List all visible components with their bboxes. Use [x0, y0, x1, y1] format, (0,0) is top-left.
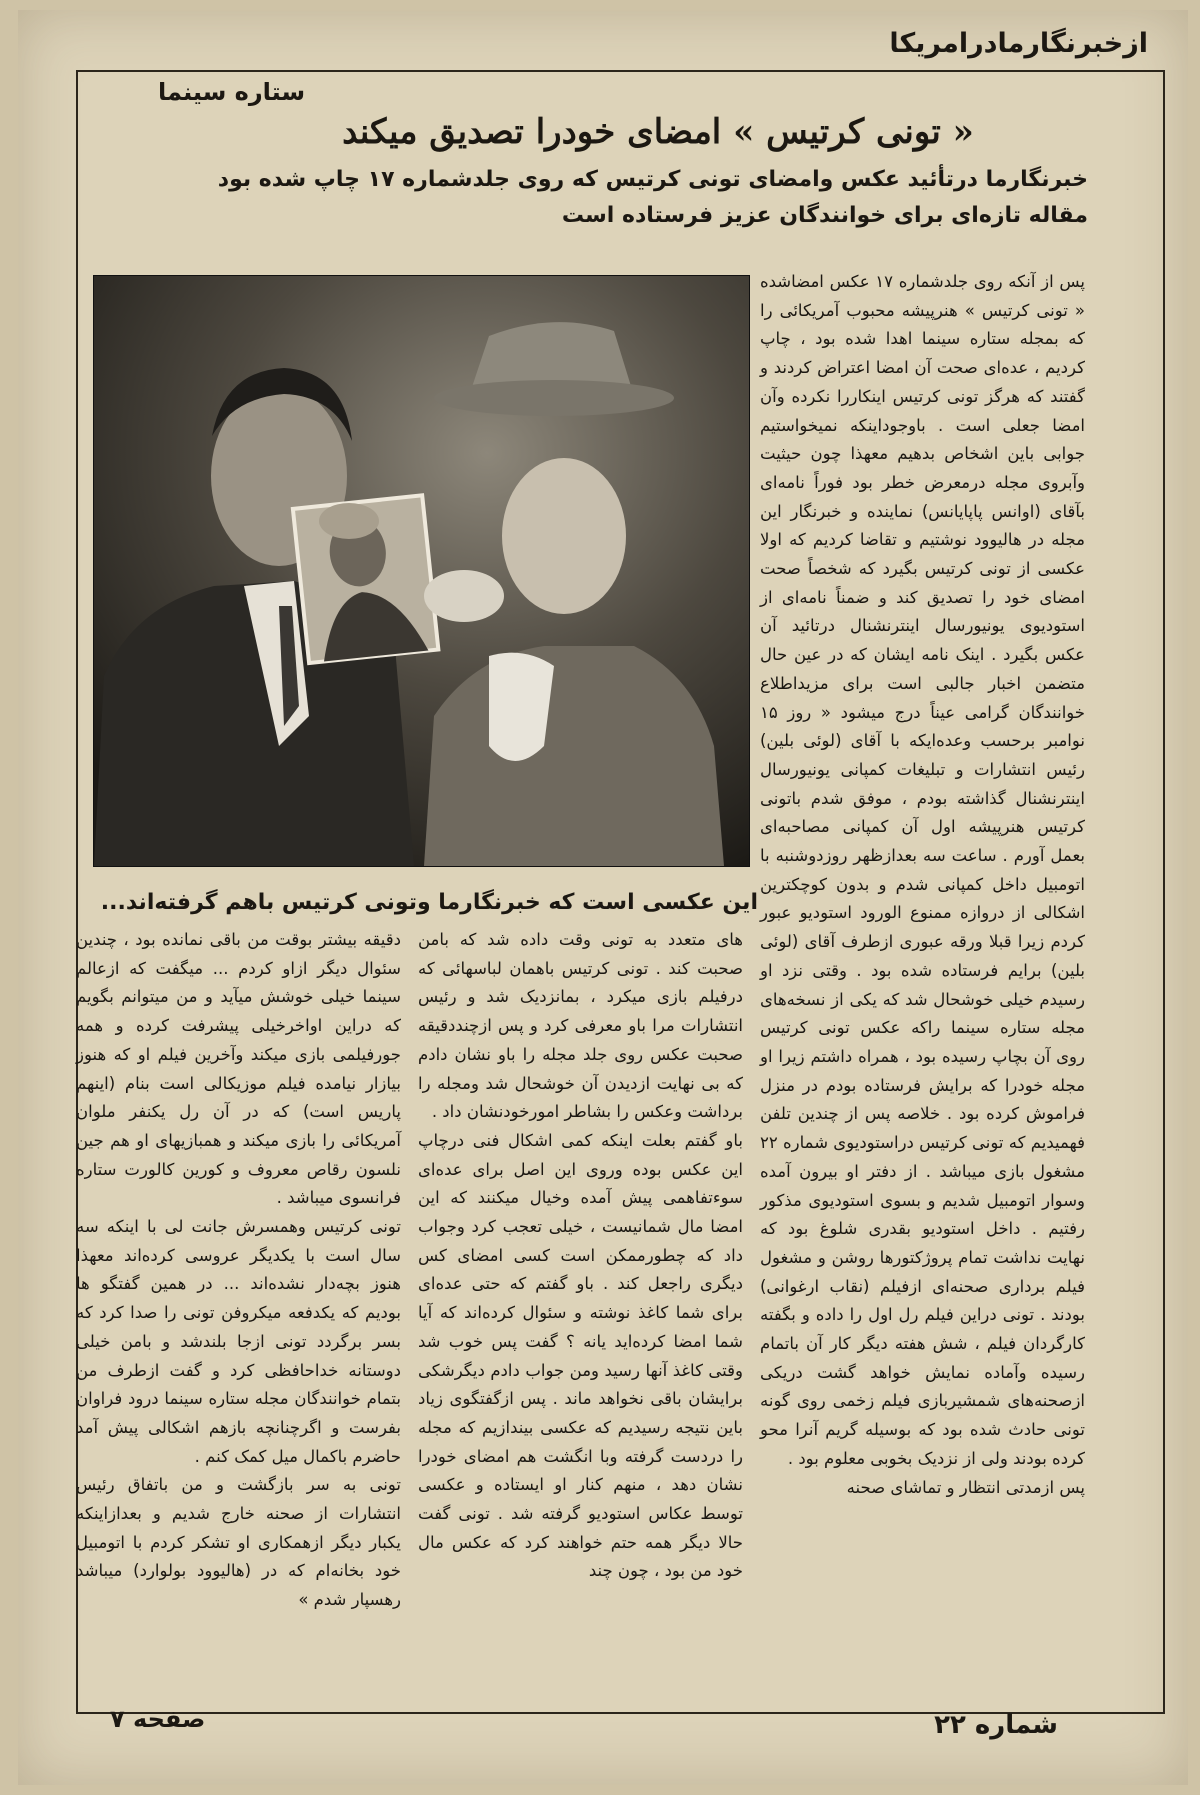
subtitle-line-1: خبرنگارما درتأئید عکس وامضای تونی کرتیس که روی جلدشماره ۱۷ چاپ شده بود	[217, 167, 1088, 192]
paragraph: تونی به سر بازگشت و من باتفاق رئیس انتشارات از صحنه خارج شدیم و بعدازاینکه یکبار دیگر ازهمکاری او تشکر کردم با اتومبیل خود بخانه‌ام که در (هالیوود بولوارد) میباشد رهسپار شدم »	[76, 1475, 401, 1610]
photo-caption: این عکسی است که خبرنگارما وتونی کرتیس باهم گرفته‌اند...	[100, 890, 758, 915]
article-column-middle	[418, 926, 743, 1586]
article-column-right	[760, 268, 1085, 1502]
article-title: « تونی کرتیس » امضای خودرا تصدیق میکند	[342, 112, 974, 152]
paragraph: پس ازمدتی انتظار و تماشای صحنه	[846, 1477, 1085, 1497]
issue-number: شماره ۲۲	[934, 1710, 1058, 1740]
magazine-page	[18, 10, 1188, 1785]
paragraph: پس از آنکه روی جلدشماره ۱۷ عکس امضاشده « تونی کرتیس » هنرپیشه محبوب آمریکائی را که بمجله ستاره سینما اهدا شده بود ، چاپ کردیم ، عده‌ای صحت آن امضا اعتراض کردند و گفتند که هرگز تونی کرتیس اینکاررا نکرده وآن امضا جعلی است . باوجوداینکه نمیخواستیم جوابی باین اشخاص بدهیم معهذا چون حیثیت وآبروی مجله درمعرض خطر بود فوراً نامه‌ای بآقای (اوانس پاپایانس) نماینده و خبرنگار این مجله در هالیوود نوشتیم و تقاضا کردیم که اولا عکسی از تونی کرتیس بگیرد که شخصاً صحت امضای خود را تصدیق کند و ضمناً نامه‌ای از استودیوی یونیورسال اینترنشنال درتائید آن عکس بگیرد . اینک نامه ایشان که در عین حال متضمن اخبار جالبی است برای مزیداطلاع خوانندگان گرامی عیناً درج میشود « روز ۱۵ نوامبر برحسب وعده‌ایکه با آقای (لوئی بلین) رئیس انتشارات و تبلیغات کمپانی یونیورسال اینترنشنال گذاشته بودم ، موفق شدم باتونی کرتیس هنرپیشه اول آن کمپانی مصاحبه‌ای بعمل آورم . ساعت سه بعدازظهر روزدوشنبه با اتومبیل داخل کمپانی شدم و بدون کوچکترین اشکالی از دروازه ممنوع الورود استودیو عبور کردم زیرا قبلا ورقه عبوری ازطرف آقای (لوئی بلین) برایم فرستاده شده بود . وقتی نزد او رسیدم خیلی خوشحال شد که یکی از نسخه‌های مجله ستاره سینما راکه عکس تونی کرتیس روی آن بچاپ رسیده بود ، همراه داشتم زیرا او مجله خودرا که برایش فرستاده بودم در منزل فراموش کرده بود . خلاصه پس از چندین تلفن فهمیدیم که تونی کرتیس دراستودیوی شماره ۲۲ مشغول بازی میباشد . از دفتر او بیرون آمده وسوار اتومبیل شدیم و بسوی استودیوی مذکور رفتیم . داخل استودیو بقدری شلوغ بود که نهایت نداشت تمام پروژکتورها روشن و مشغول فیلم برداری صحنه‌ای ازفیلم (نقاب ارغوانی) بودند . تونی دراین فیلم رل اول را داده و بگفته کارگردان فیلم ، شش هفته دیگر کار آن باتمام رسیده وآماده نمایش خواهد گشت دریکی ازصحنه‌های شمشیربازی فیلم زخمی روی گونه تونی حادث شده بود که بوسیله گریم آنرا محو کرده بودند ولی از نزدیک بخوبی معلوم بود .	[760, 272, 1085, 1468]
article-subtitle	[198, 162, 1088, 234]
paragraph: های متعدد به تونی وقت داده شد که بامن صحبت کند . تونی کرتیس باهمان لباسهائی که درفیلم بازی میکرد ، بمانزدیک شد و رئیس انتشارات مرا باو معرفی کرد و پس ازچنددقیقه صحبت عکس روی جلد مجله را باو نشان دادم که بی نهایت ازدیدن آن خوشحال شد ومجله را برداشت وعکس را بشاطر امورخودنشان داد .	[418, 930, 743, 1122]
photo-illustration	[94, 276, 749, 866]
section-header: ازخبرنگارمادرامریکا	[889, 28, 1148, 59]
article-column-left	[76, 926, 401, 1615]
magazine-name: ستاره سینما	[158, 78, 306, 106]
paragraph: تونی کرتیس وهمسرش جانت لی با اینکه سه سال است با یکدیگر عروسی کرده‌اند معهذا هنوز بچه‌دار نشده‌اند ... در همین گفتگو ها بودیم که یکدفعه میکروفن تونی را صدا کرد که بسر برگردد تونی ازجا بلندشد و بامن خیلی دوستانه خداحافظی کرد و گفت ازطرف من بتمام خوانندگان مجله ستاره سینما درود فراوان بفرست و اگرچنانچه بازهم اشکالی پیش آمد حاضرم باکمال میل کمک کنم .	[76, 1217, 401, 1466]
page-number: صفحه ۷	[110, 1705, 206, 1733]
paragraph: دقیقه بیشتر بوقت من باقی نمانده بود ، چندین سئوال دیگر ازاو کردم ... میگفت که ازعالم سینما خیلی خوشش میآید و من میتوانم بگویم که دراین اواخرخیلی پیشرفت کرده و همه جورفیلمی بازی میکند وآخرین فیلم او که هنوز بیازار نیامده فیلم موزیکالی است بنام (اینهم پاریس است) که در آن رل یکنفر ملوان آمریکائی را بازی میکند و همبازیهای او هم جین نلسون رقاص معروف و کورین کالورت ستاره فرانسوی میباشد .	[76, 930, 401, 1208]
paragraph: باو گفتم بعلت اینکه کمی اشکال فنی درچاپ این عکس بوده وروی این اصل برای عده‌ای سوءتفاهمی پیش آمده وخیال میکنند که این امضا مال شمانیست ، خیلی تعجب کرد وجواب داد که چطورممکن است کسی امضای کس دیگری راجعل کند . باو گفتم که حتی عده‌ای برای شما کاغذ نوشته و سئوال کرده‌اند که آیا شما امضا کرده‌اید یانه ؟ گفت پس خوب شد وقتی کاغذ آنها رسید ومن جواب دادم دیگرشکی برایشان باقی نخواهد ماند . پس ازگفتگوی زیاد باین نتیجه رسیدیم که عکسی بیندازیم که مجله را دردست گرفته وبا انگشت هم امضای خودرا نشان دهد ، منهم کنار او ایستاده و عکسی توسط عکاس استودیو گرفته شد . تونی گفت حالا دیگر همه حتم خواهند کرد که عکس مال خود من بود ، چون چند	[418, 1130, 743, 1581]
subtitle-line-2: مقاله تازه‌ای برای خوانندگان عزیز فرستاده است	[561, 203, 1088, 228]
article-photo	[93, 275, 750, 867]
